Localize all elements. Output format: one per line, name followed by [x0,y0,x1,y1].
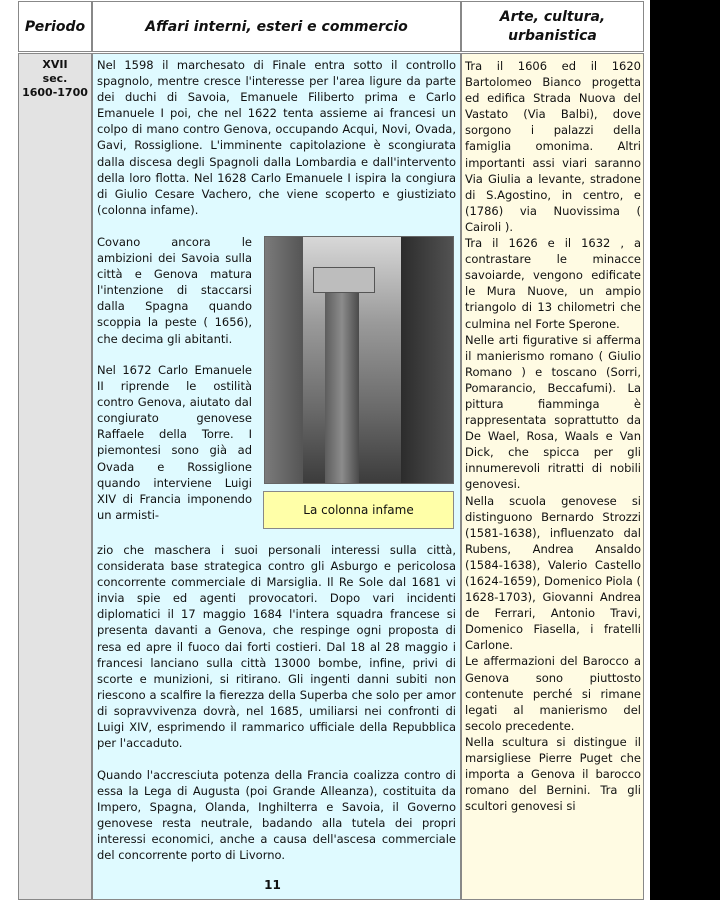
header-affari: Affari interni, esteri e commercio [92,1,461,52]
affairs-paragraph-3: Nel 1672 Carlo Emanuele II riprende le ostilità contro Genova, aiutato dal congiurato genovese Raffaele della Torre. I piemontesi sono già ad Ovada e Rossiglione quando interviene Luigi XIV di Francia imponendo un armisti- [97,363,252,522]
colonna-infame-photo [264,236,454,484]
period-years: 1600-1700 [22,86,88,99]
page [18,0,644,900]
arts-paragraph-3: Nelle arti figurative si afferma il manierismo romano ( Giulio Romano ) e toscano (Sorri, Pomarancio, Beccafumi). La pittura fiamminga è rappresentata soprattutto da De Wael, Rosa, Waals e Van Dick, che spicca per gli innumerevoli ritratti di nobili genovesi. [465,332,641,492]
arts-paragraph-1: Tra il 1606 ed il 1620 Bartolomeo Bianco progetta ed edifica Strada Nuova del Vastato (Via Balbi), dove sorgono i palazzi della famiglia omonima. Altri importanti assi viari saranno Via Giulia a levante, stradone di S.Agostino, in centro, e (1786) via Nuovissima ( Cairoli ). [465,59,641,234]
photo-caption: La colonna infame [263,491,454,529]
header-arte: Arte, cultura, urbanistica [461,1,644,52]
header-periodo: Periodo [18,1,92,52]
arts-column [461,53,644,900]
period-century: XVII [42,58,68,71]
affairs-paragraph-1: Nel 1598 il marchesato di Finale entra sotto il controllo spagnolo, mentre cresce l'interesse per l'area ligure da parte dei duchi di Savoia, Emanuele Filiberto prima e Carlo Emanuele I poi, che nel 1622 tenta assieme ai francesi un colpo di mano contro Genova, occupando Acqui, Novi, Ovada, Gavi, Rossiglione. L'imminente capitolazione è scongiurata dalla discesa degli Spagnoli dalla Lombardia e dall'intervento della loro flotta. Nel 1628 Carlo Emanuele I ispira la congiura di Giulio Cesare Vachero, che viene scoperto e giustiziato (colonna infame). [97,58,456,217]
affairs-paragraph-4: zio che maschera i suoi personali interessi sulla città, considerata base strategica contro gli Asburgo e pericolosa concorrente commerciale di Marsiglia. Il Re Sole dal 1681 vi invia spie ed agenti provocatori. Dopo vari incidenti diplomatici il 17 maggio 1684 l'intera squadra francese si presenta davanti a Genova, che respinge ogni proposta di resa ed apre il fuoco dai forti costieri. Dal 18 al 28 maggio i francesi lanciano sulla città 13000 bombe, infine, privi di scorte e munizioni, si ritirano. Gli ingenti danni subiti non riescono a scalfire la fierezza della Superba che solo per amor di sopravvivenza dovrà, nel 1685, umiliarsi nei confronti di Luigi XIV, esprimendo il rammarico ufficiale della Repubblica per l'accaduto. [97,543,456,751]
period-label [19,54,91,100]
affairs-column [92,53,461,900]
arts-paragraph-5: Le affermazioni del Barocco a Genova sono piuttosto contenute perché si rimane legati al manierismo del secolo precedente. [465,654,641,733]
arts-paragraph-6: Nella scultura si distingue il marsigliese Pierre Puget che importa a Genova il barocco romano del Bernini. Tra gli scultori genovesi si [465,734,641,814]
period-sec: sec. [42,72,68,85]
affairs-paragraph-5: Quando l'accresciuta potenza della Francia coalizza contro di essa la Lega di Augusta (poi Grande Alleanza), costituita da Impero, Spagna, Olanda, Inghilterra e Savoia, il Governo genovese resta neutrale, badando alla tutela dei propri interessi economici, anche a causa dell'ascesa commerciale del concorrente porto di Livorno. [97,768,456,863]
period-column [18,53,92,900]
arts-paragraph-2: Tra il 1626 e il 1632 , a contrastare le minacce savoiarde, vengono edificate le Mura Nuove, un ampio triangolo di 13 chilometri che culmina nel Forte Sperone. [465,236,641,331]
page-number: 11 [264,878,281,892]
arts-paragraph-4: Nella scuola genovese si distinguono Bernardo Strozzi (1581-1638), influenzato dal Rubens, Andrea Ansaldo (1584-1638), Valerio Castello (1624-1659), Domenico Piola ( 1628-1703), Giovanni Andrea de Ferrari, Antonio Travi, Domenico Fiasella, i fratelli Carlone. [465,493,641,653]
right-black-margin [650,0,720,900]
arts-text [465,58,641,814]
affairs-paragraph-2: Covano ancora le ambizioni dei Savoia sulla città e Genova matura l'intenzione di staccarsi dalla Spagna quando scoppia la peste ( 1656), che decima gli abitanti. [97,235,252,346]
